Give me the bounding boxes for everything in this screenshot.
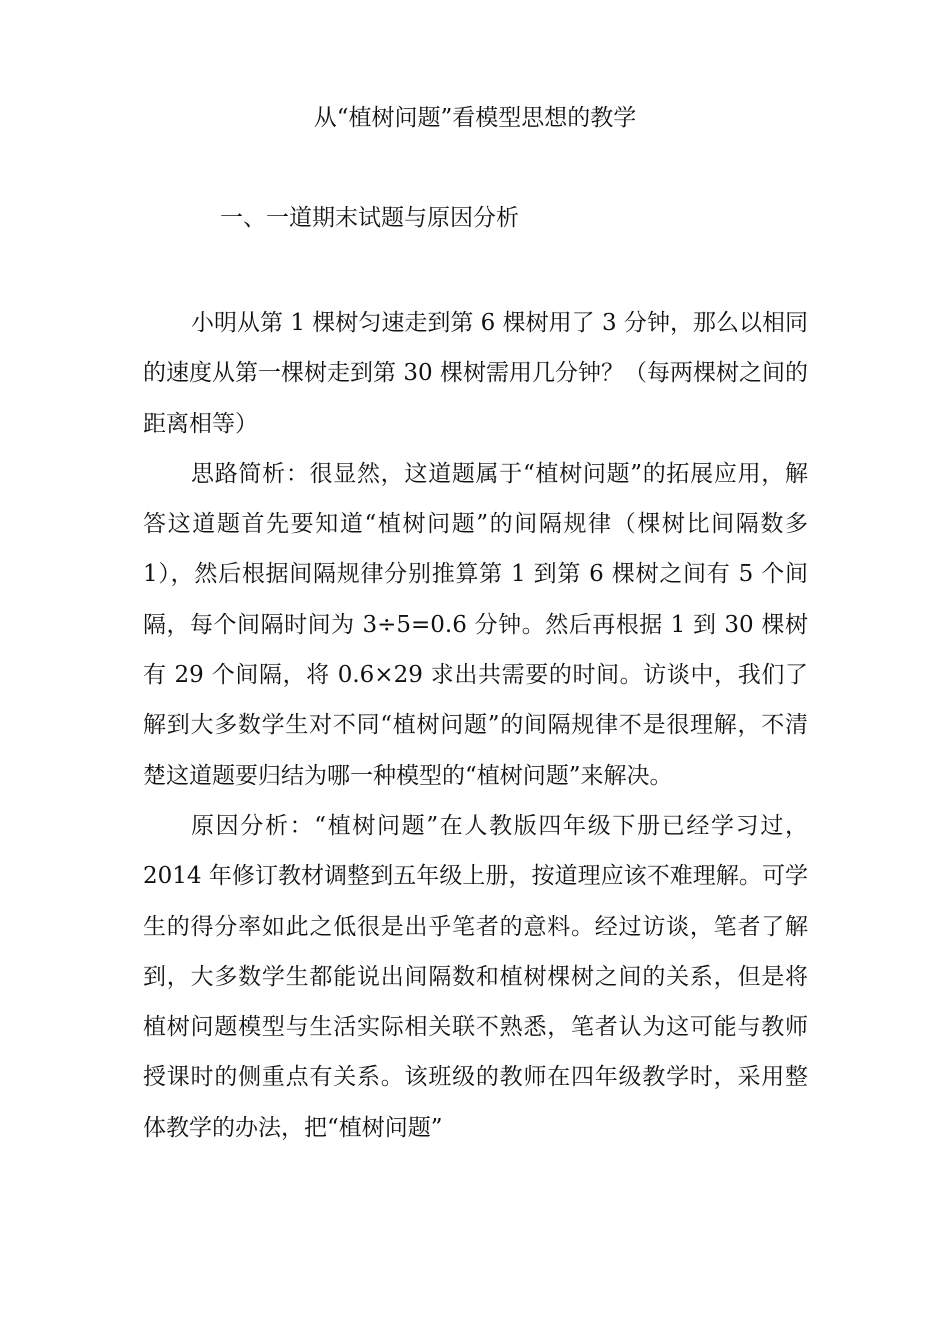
paragraph-cause-analysis: 原因分析：“植树问题”在人教版四年级下册已经学习过，2014 年修订教材调整到五年级上册，按道理应该不难理解。可学生的得分率如此之低很是出乎笔者的意料。经过访谈，笔者了解到，大多数学生都能说出间隔数和植树棵树之间的关系，但是将植树问题模型与生活实际相关联不熟悉，笔者认为这可能与教师授课时的侧重点有关系。该班级的教师在四年级教学时，采用整体教学的办法，把“植树问题” bbox=[143, 812, 808, 1141]
paragraph-solution-analysis: 思路简析：很显然，这道题属于“植树问题”的拓展应用，解答这道题首先要知道“植树问题”的间隔规律（棵树比间隔数多 1），然后根据间隔规律分别推算第 1 到第 6 棵树之间有 5 个间隔，每个间隔时间为 3÷5=0.6 分钟。然后再根据 1 到 30 棵树有 29 个间隔，将 0.6×29 求出共需要的时间。访谈中，我们了解到大多数学生对不同“植树问题”的间隔规律不是很理解，不清楚这道题要归结为哪一种模型的“植树问题”来解决。 bbox=[143, 460, 808, 789]
paragraph-problem: 小明从第 1 棵树匀速走到第 6 棵树用了 3 分钟，那么以相同的速度从第一棵树走到第 30 棵树需用几分钟？（每两棵树之间的距离相等） bbox=[143, 310, 808, 437]
document-body bbox=[143, 298, 808, 1153]
document-title: 从“植树问题”看模型思想的教学 bbox=[313, 105, 637, 131]
section-heading: 一、一道期末试题与原因分析 bbox=[220, 205, 519, 231]
